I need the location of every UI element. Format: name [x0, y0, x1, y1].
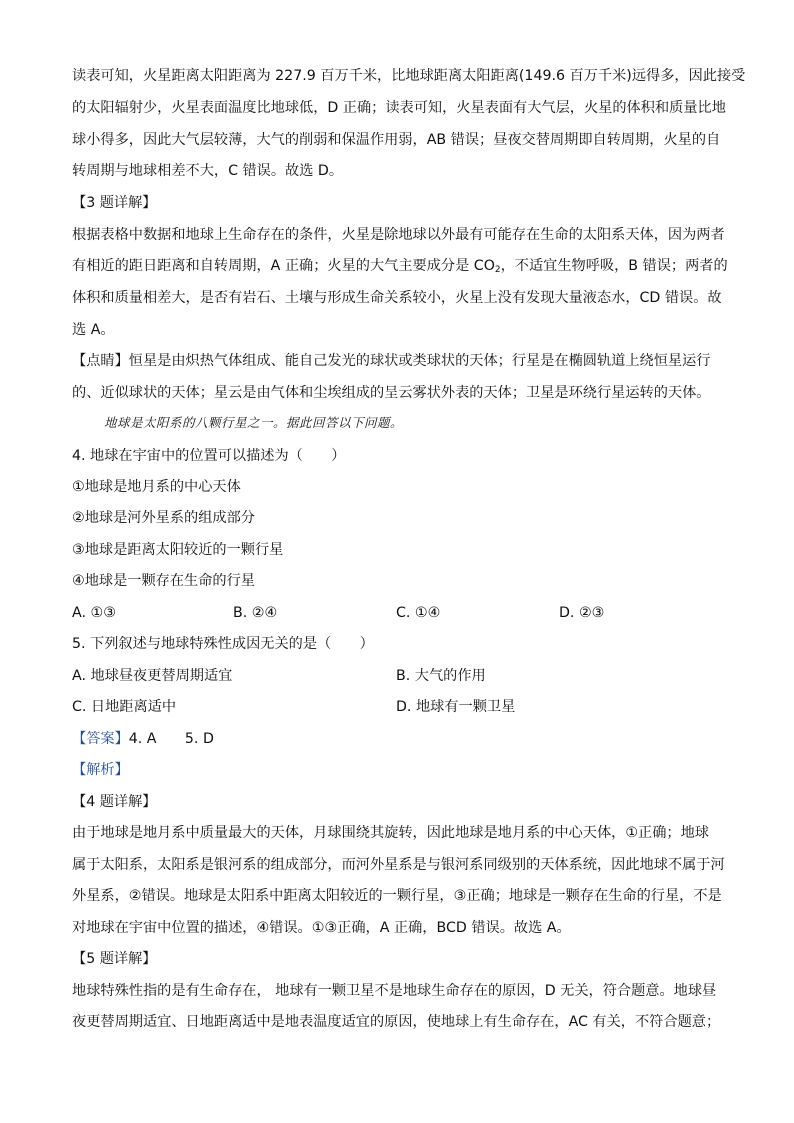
text-line: 选 A。: [72, 322, 115, 338]
section-heading-q4: 【4 题详解】: [72, 794, 157, 810]
answer-text: 4. A 5. D: [128, 731, 214, 747]
text-line: 属于太阳系，太阳系是银河系的组成部分，而河外星系是与银河系同级别的天体系统，因此地球不属于河: [72, 857, 725, 873]
q4-statement: ③地球是距离太阳较近的一颗行星: [72, 542, 284, 558]
text-line-with-formula: [72, 256, 732, 280]
text-line: 外星系，②错误。地球是太阳系中距离太阳较近的一颗行星，③正确；地球是一颗存在生命的行星，不是: [72, 888, 722, 904]
q5-option-d: D. 地球有一颗卫星: [396, 699, 516, 715]
section-heading-q5: 【5 题详解】: [72, 951, 157, 967]
q4-statement: ④地球是一颗存在生命的行星: [72, 573, 255, 589]
text-line: 根据表格中数据和地球上生命存在的条件，火星是除地球以外最有可能存在生命的太阳系天体，因为两者: [72, 227, 725, 243]
q4-option-c: C. ①④: [396, 605, 441, 621]
q5-stem: 5. 下列叙述与地球特殊性成因无关的是（ ）: [72, 636, 374, 652]
text-line: 体积和质量相差大，是否有岩石、土壤与形成生命关系较小，火星上没有发现大量液态水，CD 错误。故: [72, 290, 722, 306]
section-heading-q3: 【3 题详解】: [72, 195, 157, 211]
analysis-label: 【解析】: [72, 762, 129, 778]
text-line: 夜更替周期适宜、日地距离适中是地表温度适宜的原因，使地球上有生命存在，AC 有关，不符合题意；: [72, 1014, 721, 1030]
answer-line: [72, 729, 732, 749]
text-line: 转周期与地球相差不大，C 错误。故选 D。: [72, 163, 344, 179]
text-tail: ，不适宜生物呼吸，B 错误；两者的: [500, 258, 728, 274]
formula-subscript: 2: [494, 265, 501, 275]
q4-option-d: D. ②③: [559, 605, 605, 621]
dianjing-text: 恒星是由炽热气体组成、能自己发光的球状或类球状的天体；行星是在椭圆轨道上绕恒星运行: [128, 353, 711, 369]
q5-option-a: A. 地球昼夜更替周期适宜: [72, 668, 233, 684]
dianjing-line: [72, 351, 732, 371]
q5-option-c: C. 日地距离适中: [72, 699, 177, 715]
material-intro: 地球是太阳系的八颗行星之一。据此回答以下问题。: [104, 415, 404, 430]
text-line: 对地球在宇宙中位置的描述，④错误。①③正确，A 正确，BCD 错误。故选 A。: [72, 920, 571, 936]
text-line: 读表可知，火星距离太阳距离为 227.9 百万千米，比地球距离太阳距离(149.6 百万千米)远得多，因此接受: [72, 68, 746, 84]
dianjing-label: 【点睛】: [72, 353, 129, 369]
text-line: 由于地球是地月系中质量最大的天体，月球围绕其旋转，因此地球是地月系的中心天体，①正确；地球: [72, 825, 709, 841]
formula-text: 有相近的距日距离和自转周期，A 正确；火星的大气主要成分是 CO: [72, 258, 495, 274]
answer-label: 【答案】: [72, 731, 129, 747]
text-line: 的太阳辐射少，火星表面温度比地球低，D 正确；读表可知，火星表面有大气层，火星的体积和质量比地: [72, 100, 726, 116]
text-line: 地球特殊性指的是有生命存在， 地球有一颗卫星不是地球生命存在的原因，D 无关，符合题意。地球昼: [72, 983, 717, 999]
q5-option-b: B. 大气的作用: [396, 668, 486, 684]
q4-statement: ①地球是地月系的中心天体: [72, 479, 241, 495]
q4-option-b: B. ②④: [233, 605, 278, 621]
text-line: 球小得多，因此大气层较薄，大气的削弱和保温作用弱，AB 错误；昼夜交替周期即自转周期，火星的自: [72, 132, 721, 148]
q4-option-a: A. ①③: [72, 605, 116, 621]
q4-statement: ②地球是河外星系的组成部分: [72, 510, 255, 526]
q4-stem: 4. 地球在宇宙中的位置可以描述为（ ）: [72, 448, 346, 464]
text-line: 的、近似球状的天体；星云是由气体和尘埃组成的呈云雾状外表的天体；卫星是环绕行星运转的天体。: [72, 385, 711, 401]
